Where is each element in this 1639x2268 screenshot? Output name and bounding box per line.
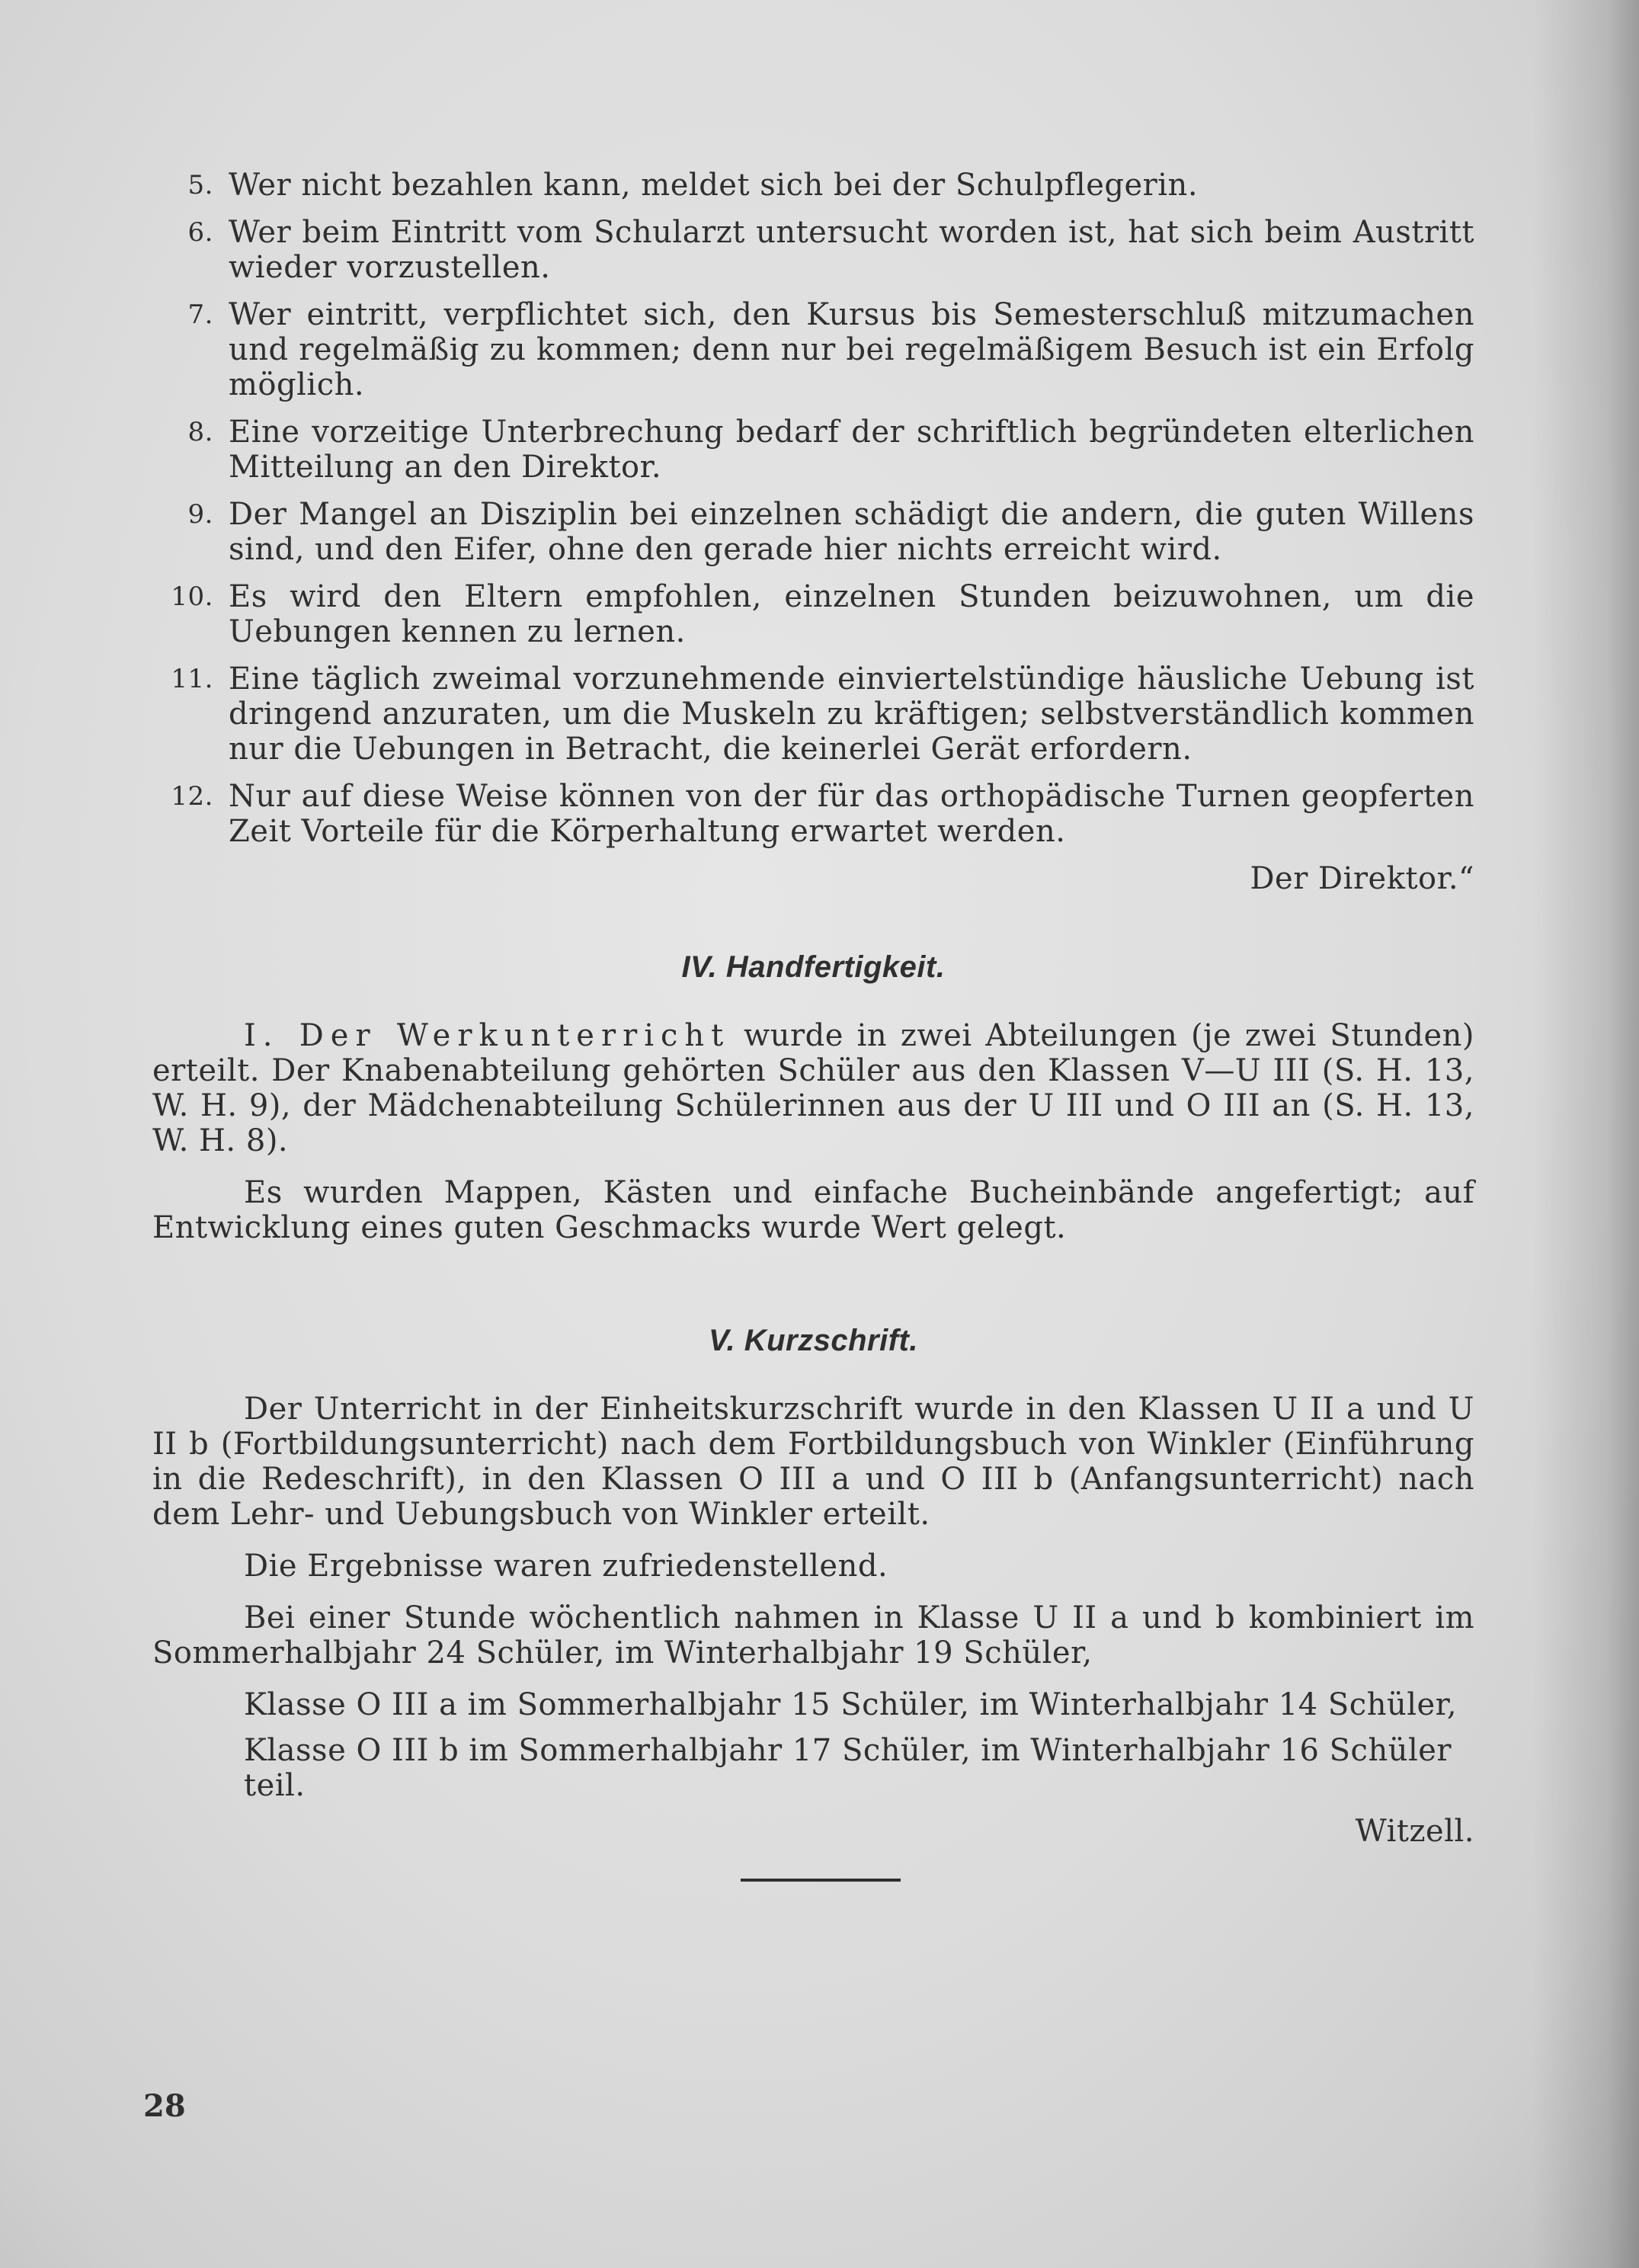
class-line-oiiia: Klasse O III a im Sommerhalbjahr 15 Schüler, im Winterhalbjahr 14 Schüler, bbox=[244, 1687, 1458, 1722]
rule-item bbox=[152, 779, 1474, 849]
paragraph-mappen: Es wurden Mappen, Kästen und einfache Bucheinbände angefertigt; auf Entwicklung eines guten Geschmacks wurde Wert gelegt. bbox=[152, 1175, 1474, 1245]
rule-number: 12. bbox=[171, 781, 213, 812]
class-line-oiiib: Klasse O III b im Sommerhalbjahr 17 Schüler, im Winterhalbjahr 16 Schüler teil. bbox=[244, 1733, 1452, 1803]
rule-item bbox=[152, 415, 1474, 485]
rules-signature: Der Direktor.“ bbox=[1250, 861, 1474, 896]
paragraph-ergebnisse: Die Ergebnisse waren zufriedenstellend. bbox=[244, 1549, 888, 1584]
rule-number: 7. bbox=[187, 300, 213, 330]
rule-text: Eine täglich zweimal vorzunehmende einviertelstündige häusliche Uebung ist dringend anzuraten, um die Muskeln zu kräftigen; selbstverständlich kommen nur die Uebungen in Betracht, die keinerlei Gerät erfordern. bbox=[229, 662, 1474, 767]
rule-text: Es wird den Eltern empfohlen, einzelnen Stunden beizuwohnen, um die Uebungen kennen zu lernen. bbox=[229, 579, 1474, 649]
rule-text: Wer nicht bezahlen kann, meldet sich bei der Schulpflegerin. bbox=[229, 168, 1199, 203]
section-spacer bbox=[152, 1262, 1474, 1323]
paragraph-lead-spaced: I. Der Werkunterricht bbox=[244, 1018, 731, 1053]
rule-number: 9. bbox=[187, 499, 213, 530]
section-divider-rule bbox=[741, 1879, 901, 1882]
rule-text: Eine vorzeitige Unterbrechung bedarf der schriftlich begründeten elterlichen Mitteilung an den Direktor. bbox=[229, 415, 1474, 485]
rule-number: 5. bbox=[187, 170, 213, 200]
rule-item bbox=[152, 497, 1474, 567]
rules-list bbox=[152, 168, 1474, 849]
paragraph-body: wurde in zwei Abteilungen (je zwei Stunden) erteilt. Der Knabenabteilung gehörten Schüler aus den Klassen V—U III (S. H. 13, W. H. 9), der Mädchenabteilung Schülerinnen aus der U III und O III an (S. H. 13, W. H. 8). bbox=[152, 1018, 1474, 1158]
rule-number: 8. bbox=[187, 417, 213, 447]
section-heading-kurzschrift: V. Kurzschrift. bbox=[709, 1324, 918, 1357]
rule-number: 10. bbox=[171, 581, 213, 612]
rule-item bbox=[152, 662, 1474, 767]
paragraph-stunde: Bei einer Stunde wöchentlich nahmen in Klasse U II a und b kombiniert im Sommerhalbjahr 24 Schüler, im Winterhalbjahr 19 Schüler, bbox=[152, 1600, 1474, 1671]
paragraph-werkunterricht bbox=[152, 1018, 1474, 1158]
section-heading-handfertigkeit: IV. Handfertigkeit. bbox=[681, 950, 946, 984]
rule-number: 11. bbox=[171, 664, 213, 694]
rule-item bbox=[152, 297, 1474, 402]
page-content bbox=[152, 168, 1474, 1902]
rule-text: Nur auf diese Weise können von der für das orthopädische Turnen geopferten Zeit Vorteile für die Körperhaltung erwartet werden. bbox=[229, 779, 1474, 849]
rule-item bbox=[152, 168, 1474, 203]
paragraph-unterricht: Der Unterricht in der Einheitskurzschrift wurde in den Klassen U II a und U II b (Fortbildungsunterricht) nach dem Fortbildungsbuch von Winkler (Einführung in die Redeschrift), in den Klassen O III a und O III b (Anfangsunterricht) nach dem Lehr- und Uebungsbuch von Winkler erteilt. bbox=[152, 1392, 1474, 1532]
kurzschrift-signature: Witzell. bbox=[1355, 1814, 1474, 1849]
rule-text: Der Mangel an Disziplin bei einzelnen schädigt die andern, die guten Willens sind, und den Eifer, ohne den gerade hier nichts erreicht wird. bbox=[229, 497, 1474, 567]
rule-item bbox=[152, 215, 1474, 285]
rule-text: Wer eintritt, verpflichtet sich, den Kursus bis Semesterschluß mitzumachen und regelmäßig zu kommen; denn nur bei regelmäßigem Besuch ist ein Erfolg möglich. bbox=[229, 297, 1474, 402]
rule-item bbox=[152, 579, 1474, 649]
page-number: 28 bbox=[143, 2088, 186, 2124]
rule-text: Wer beim Eintritt vom Schularzt untersucht worden ist, hat sich beim Austritt wieder vorzustellen. bbox=[229, 215, 1474, 285]
rule-number: 6. bbox=[187, 217, 213, 248]
